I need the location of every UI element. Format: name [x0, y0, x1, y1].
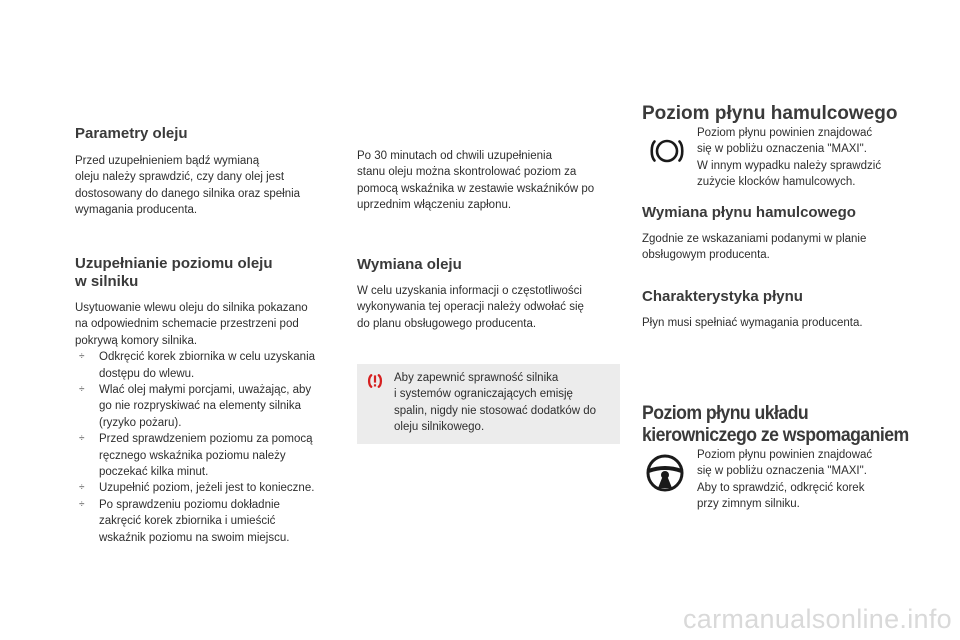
oil-change-title: Wymiana oleju — [357, 256, 462, 273]
steering-wheel-icon — [644, 452, 686, 499]
paragraph-line: na odpowiednim schemacie przestrzeni pod — [75, 318, 299, 331]
paragraph-line: stanu oleju można skontrolować poziom za — [357, 166, 577, 179]
watermark: carmanualsonline.info — [683, 604, 952, 634]
oil-change-section — [357, 256, 622, 332]
oil-parameters-title: Parametry oleju — [75, 125, 188, 142]
paragraph-line: wymagania producenta. — [75, 204, 198, 217]
paragraph-line: Zgodnie ze wskazaniami podanymi w planie — [642, 233, 867, 245]
paragraph-line: pokrywą komory silnika. — [75, 334, 198, 347]
brake-fluid-change-section — [642, 204, 932, 264]
refill-steps-list — [75, 349, 340, 546]
warning-box — [357, 364, 620, 444]
paragraph-line: Przed uzupełnieniem bądź wymianą — [75, 155, 260, 167]
paragraph-line: Usytuowanie wlewu oleju do silnika pokazano — [75, 302, 308, 314]
paragraph-line: spalin, nigdy nie stosować dodatków do — [394, 404, 597, 417]
list-item: ÷ Uzupełnić poziom, jeżeli jest to konieczne. — [75, 480, 340, 496]
paragraph-line: uprzednim włączeniu zapłonu. — [357, 199, 512, 212]
fluid-spec-section — [642, 288, 932, 331]
paragraph-line: oleju silnikowego. — [394, 421, 485, 434]
paragraph-line: Poziom płynu powinien znajdować — [697, 127, 873, 139]
paragraph-line: oleju należy sprawdzić, czy dany olej jest — [75, 171, 285, 184]
paragraph-line: się w pobliżu oznaczenia "MAXI". — [697, 143, 867, 156]
paragraph-line: przy zimnym silniku. — [697, 498, 800, 511]
brake-fluid-section — [642, 103, 932, 125]
power-steering-title-line-1: Poziom płynu układu — [642, 403, 809, 424]
brake-fluid-text — [697, 125, 937, 191]
paragraph-line: i systemów ograniczających emisję — [394, 388, 573, 401]
paragraph-line: W celu uzyskania informacji o częstotliwości — [357, 285, 582, 297]
paragraph-line: Płyn musi spełniać wymagania producenta. — [642, 317, 863, 329]
after-refill-section — [357, 148, 622, 214]
paragraph-line: W innym wypadku należy sprawdzić — [697, 159, 882, 172]
power-steering-title-line-2: kierowniczego ze wspomaganiem — [642, 425, 909, 446]
oil-refill-title-line-2: w silniku — [75, 273, 139, 290]
paragraph-line: Poziom płynu powinien znajdować — [697, 449, 873, 461]
warning-icon — [366, 372, 384, 395]
power-steering-section — [642, 403, 942, 447]
paragraph-line: zużycie klocków hamulcowych. — [697, 176, 856, 189]
list-item: ÷ Wlać olej małymi porcjami, uważając, aby go nie rozpryskiwać na elementy silnika (ryzyko pożaru). — [75, 382, 340, 431]
oil-refill-section — [75, 255, 340, 546]
oil-parameters-section — [75, 125, 340, 219]
fluid-spec-title: Charakterystyka płynu — [642, 288, 803, 305]
brake-fluid-title: Poziom płynu hamulcowego — [642, 103, 898, 124]
paragraph-line: się w pobliżu oznaczenia "MAXI". — [697, 465, 867, 478]
paragraph-line: obsługowym producenta. — [642, 249, 770, 262]
brake-warning-icon — [648, 136, 686, 171]
paragraph-line: Po 30 minutach od chwili uzupełnienia — [357, 150, 552, 162]
paragraph-line: Aby zapewnić sprawność silnika — [394, 372, 559, 384]
list-item: ÷ Po sprawdzeniu poziomu dokładnie zakręcić korek zbiornika i umieścić wskaźnik poziomu na swoim miejscu. — [75, 497, 340, 546]
paragraph-line: wykonywania tej operacji należy odwołać się — [357, 301, 584, 314]
power-steering-text — [697, 447, 937, 513]
brake-fluid-change-title: Wymiana płynu hamulcowego — [642, 204, 856, 221]
oil-refill-title-line-1: Uzupełnianie poziomu oleju — [75, 255, 273, 272]
paragraph-line: dostosowany do danego silnika oraz spełnia — [75, 187, 301, 200]
paragraph-line: pomocą wskaźnika w zestawie wskaźników po — [357, 182, 595, 195]
paragraph-line: do planu obsługowego producenta. — [357, 317, 537, 330]
list-item: ÷ Odkręcić korek zbiornika w celu uzyskania dostępu do wlewu. — [75, 349, 340, 382]
paragraph-line: Aby to sprawdzić, odkręcić korek — [697, 481, 865, 494]
list-item: ÷ Przed sprawdzeniem poziomu za pomocą ręcznego wskaźnika poziomu należy poczekać kilka minut. — [75, 431, 340, 480]
